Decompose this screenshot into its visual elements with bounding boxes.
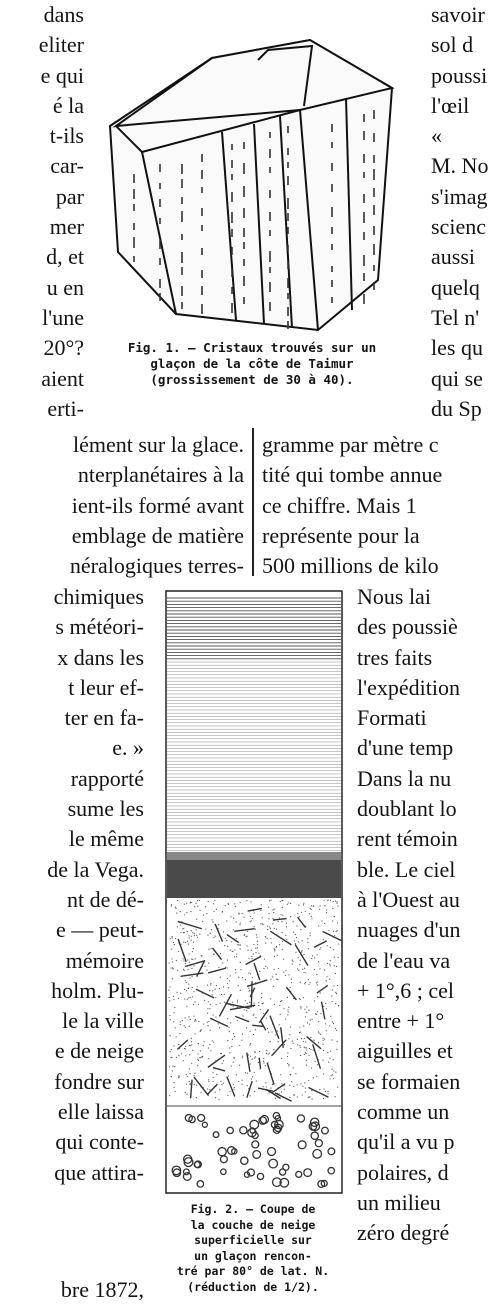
text-line: représente pour la bbox=[262, 522, 420, 548]
text-line: se formaien bbox=[357, 1068, 461, 1094]
left-column-last-line: bre 1872, bbox=[60, 1277, 144, 1302]
text-line: fondre sur bbox=[54, 1068, 144, 1094]
figure2-caption-line: tré par 80° de lat. N. bbox=[176, 1264, 330, 1278]
text-line: sol d bbox=[431, 32, 474, 58]
text-line: Dans la nu bbox=[357, 765, 452, 791]
text-line: qui se bbox=[431, 365, 483, 391]
text-line: rapporté bbox=[70, 765, 144, 791]
text-line: ble. Le ciel bbox=[357, 856, 456, 882]
text-line: t leur ef- bbox=[68, 674, 144, 700]
text-line: é la bbox=[52, 92, 84, 118]
text-line: des poussiè bbox=[357, 614, 458, 640]
text-line: M. No bbox=[431, 153, 489, 179]
text-line: scienc bbox=[431, 214, 486, 240]
text-line: poussi bbox=[431, 62, 488, 88]
text-line: l'une bbox=[42, 304, 84, 330]
text-line: erti- bbox=[47, 395, 84, 421]
text-line: Tel n' bbox=[431, 304, 480, 330]
text-line: d, et bbox=[46, 244, 84, 270]
text-line: que attira- bbox=[54, 1159, 144, 1185]
text-line: à l'Ouest au bbox=[357, 886, 460, 912]
text-line: tité qui tombe annue bbox=[262, 462, 443, 488]
text-line: aiguilles et bbox=[357, 1038, 453, 1064]
text-line: « bbox=[431, 123, 442, 149]
text-line: les qu bbox=[431, 335, 483, 361]
text-line: holm. Plu- bbox=[51, 977, 144, 1003]
text-line: du Sp bbox=[431, 395, 482, 421]
text-line: s'imag bbox=[431, 183, 488, 209]
text-line: elle laissa bbox=[57, 1099, 144, 1125]
text-line: polaires, d bbox=[357, 1159, 449, 1185]
text-line: de l'eau va bbox=[357, 947, 451, 973]
figure1-caption-line: Fig. 1. — Cristaux trouvés sur un bbox=[127, 340, 377, 355]
text-line: 20°? bbox=[43, 335, 84, 361]
text-line: + 1°,6 ; cel bbox=[357, 977, 454, 1003]
text-line: t-ils bbox=[49, 123, 84, 149]
text-line: lément sur la glace. bbox=[72, 432, 244, 457]
text-line: ce chiffre. Mais 1 bbox=[262, 492, 417, 518]
text-line: e — peut- bbox=[56, 917, 144, 943]
text-line: u en bbox=[46, 274, 84, 300]
text-line: dans bbox=[43, 2, 84, 27]
text-line: Formati bbox=[357, 705, 427, 731]
snow-layer-figure bbox=[165, 590, 343, 1194]
text-line: aient bbox=[41, 365, 84, 391]
crystal-figure bbox=[104, 14, 418, 334]
text-line: l'œil bbox=[431, 92, 470, 118]
text-line: comme un bbox=[357, 1099, 450, 1125]
text-line: e qui bbox=[40, 62, 84, 88]
text-line: Nous lai bbox=[357, 584, 431, 609]
figure2-caption-line: un glaçon rencon- bbox=[194, 1248, 312, 1263]
text-line: savoir bbox=[431, 2, 485, 27]
text-line: e. » bbox=[112, 735, 144, 761]
text-line: qui conte- bbox=[55, 1129, 144, 1155]
text-line: l'expédition bbox=[357, 674, 460, 700]
left-column-top bbox=[0, 0, 84, 424]
text-line: mer bbox=[49, 214, 84, 240]
text-line: aussi bbox=[431, 244, 475, 270]
text-line: nuages d'un bbox=[357, 917, 461, 943]
text-line: le la ville bbox=[62, 1008, 144, 1034]
text-line: s météori- bbox=[55, 614, 144, 640]
text-line: ient-ils formé avant bbox=[71, 492, 244, 518]
right-column-lower bbox=[357, 582, 500, 1249]
text-line: doublant lo bbox=[357, 796, 457, 822]
text-line: tres faits bbox=[357, 644, 433, 670]
text-line: quelq bbox=[431, 274, 480, 300]
text-line: qu'il a vu p bbox=[357, 1129, 455, 1155]
text-line: mémoire bbox=[65, 947, 144, 973]
text-line: de la Vega. bbox=[47, 856, 144, 882]
text-line: néralogiques terres- bbox=[69, 553, 244, 579]
figure1-caption-line: (grossissement de 30 à 40). bbox=[150, 372, 354, 387]
right-column-top bbox=[431, 0, 500, 424]
left-column-lower bbox=[0, 582, 144, 1188]
text-line: ter en fa- bbox=[64, 705, 144, 731]
text-line: rent témoin bbox=[357, 826, 458, 852]
figure1-caption bbox=[82, 340, 422, 388]
text-line: car- bbox=[50, 153, 84, 179]
text-line: chimiques bbox=[53, 584, 144, 609]
text-line: d'une temp bbox=[357, 735, 454, 761]
text-line: nt de dé- bbox=[67, 886, 144, 912]
text-line: par bbox=[55, 183, 84, 209]
text-line: zéro degré bbox=[357, 1220, 450, 1246]
text-line: e de neige bbox=[54, 1038, 144, 1064]
figure1-caption-line: glaçon de la côte de Taimur bbox=[150, 356, 354, 371]
text-line: nterplanétaires à la bbox=[77, 462, 244, 488]
figure2-caption bbox=[152, 1202, 354, 1295]
text-line: x dans les bbox=[57, 644, 144, 670]
text-line: 500 millions de kilo bbox=[262, 553, 439, 579]
text-line: entre + 1° bbox=[357, 1008, 445, 1034]
figure2-caption-line: la couche de neige bbox=[190, 1217, 316, 1232]
text-line: le même bbox=[68, 826, 144, 852]
text-line: gramme par mètre c bbox=[262, 432, 439, 457]
left-column-middle bbox=[0, 430, 244, 581]
text-line: un milieu bbox=[357, 1189, 441, 1215]
text-line: eliter bbox=[38, 32, 84, 58]
figure2-caption-line: superficielle sur bbox=[194, 1233, 312, 1247]
right-column-middle bbox=[262, 430, 500, 581]
text-line: sume les bbox=[67, 796, 144, 822]
figure2-caption-line: (réduction de 1/2). bbox=[187, 1279, 319, 1294]
column-divider bbox=[252, 428, 254, 576]
text-line: emblage de matière bbox=[71, 522, 244, 548]
figure2-caption-line: Fig. 2. — Coupe de bbox=[190, 1202, 316, 1216]
